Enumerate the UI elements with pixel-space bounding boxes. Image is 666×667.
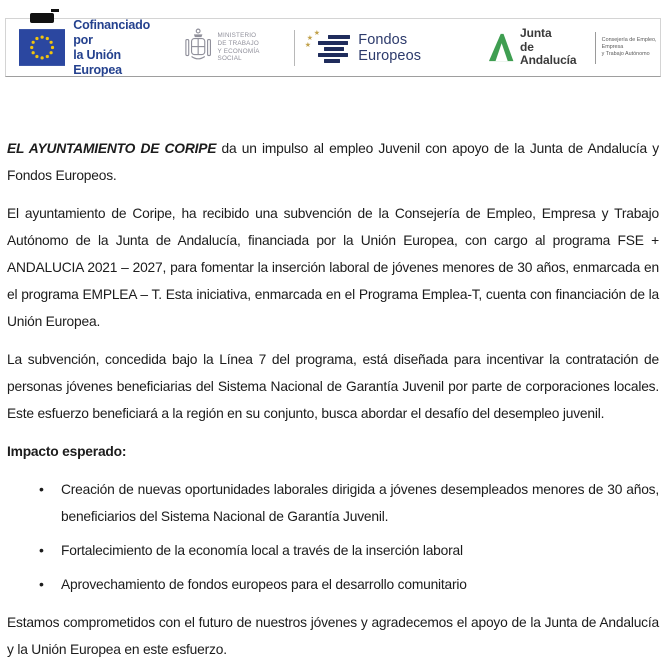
- list-item: • Aprovechamiento de fondos europeos para el desarrollo comunitario: [37, 571, 659, 598]
- intro-rest-text: da un impulso al empleo Juvenil con apoyo de la Junta de Andalucía y Fondos Europeos.: [7, 141, 659, 183]
- junta-divider: [595, 32, 596, 64]
- funding-logos-header: [5, 18, 661, 77]
- junta-andalucia-label: Junta de Andalucía: [520, 26, 577, 68]
- junta-a-icon: [488, 32, 514, 63]
- subsidy-paragraph: El ayuntamiento de Coripe, ha recibido una subvención de la Consejería de Empleo, Empresa y Trabajo Autónomo de la Junta de Andalucía, financiada por la Unión Europea, con cargo al programa FSE + ANDALUCIA 2021 – 2027, para fomentar la inserción laboral de jóvenes menores de 30 años, enmarcada en el programa EMPLEA – T. Esta iniciativa, enmarcada en el Programa Emplea-T, cuenta con financiación de la Unión Europea.: [7, 206, 659, 329]
- eu-cofinanced-label: Cofinanciado por la Unión Europea: [73, 17, 151, 77]
- intro-paragraph: [7, 135, 659, 189]
- fondos-star-icon: ★: [313, 29, 320, 37]
- list-item: • Fortalecimiento de la economía local a través de la inserción laboral: [37, 537, 659, 564]
- junta-andalucia-logo: [488, 27, 660, 68]
- list-item: • Creación de nuevas oportunidades laborales dirigida a jóvenes desempleados menores de 30 años, beneficiarios del Sistema Nacional de Garantía Juvenil.: [37, 476, 659, 530]
- scan-artifact-block: [30, 13, 54, 23]
- intro-bold-title: EL AYUNTAMIENTO DE CORIPE: [7, 141, 217, 156]
- impact-list: [37, 476, 659, 598]
- consejeria-label: Consejería de Empleo, Empresa y Trabajo Autónomo: [601, 37, 657, 57]
- impact-heading: Impacto esperado:: [7, 444, 127, 459]
- fondos-europeos-label: Fondos Europeos: [358, 31, 422, 64]
- header-divider: [294, 30, 295, 66]
- fondos-star-icon: ★: [304, 41, 311, 49]
- fondos-europeos-icon: [304, 29, 350, 64]
- eu-cofinanced-logo: [19, 18, 167, 78]
- document-body: [0, 135, 666, 663]
- scan-artifact-dash: [51, 9, 59, 12]
- ministry-logo: [184, 26, 282, 70]
- ministry-label: MINISTERIO DE TRABAJO Y ECONOMÍA SOCIAL: [217, 32, 260, 63]
- spain-coat-of-arms-icon: [184, 26, 212, 70]
- closing-paragraph: Estamos comprometidos con el futuro de nuestros jóvenes y agradecemos el apoyo de la Junta de Andalucía y la Unión Europea en este esfuerzo.: [7, 615, 659, 657]
- eu-flag-icon: [19, 28, 65, 67]
- fondos-star-icon: ★: [306, 34, 313, 42]
- fondos-europeos-logo: [304, 29, 468, 64]
- line7-paragraph: La subvención, concedida bajo la Línea 7 del programa, está diseñada para incentivar la contratación de personas jóvenes beneficiarias del Sistema Nacional de Garantía Juvenil por parte de corporaciones locales. Este esfuerzo beneficiará a la región en su conjunto, busca abordar el desafío del desempleo juvenil.: [7, 352, 659, 421]
